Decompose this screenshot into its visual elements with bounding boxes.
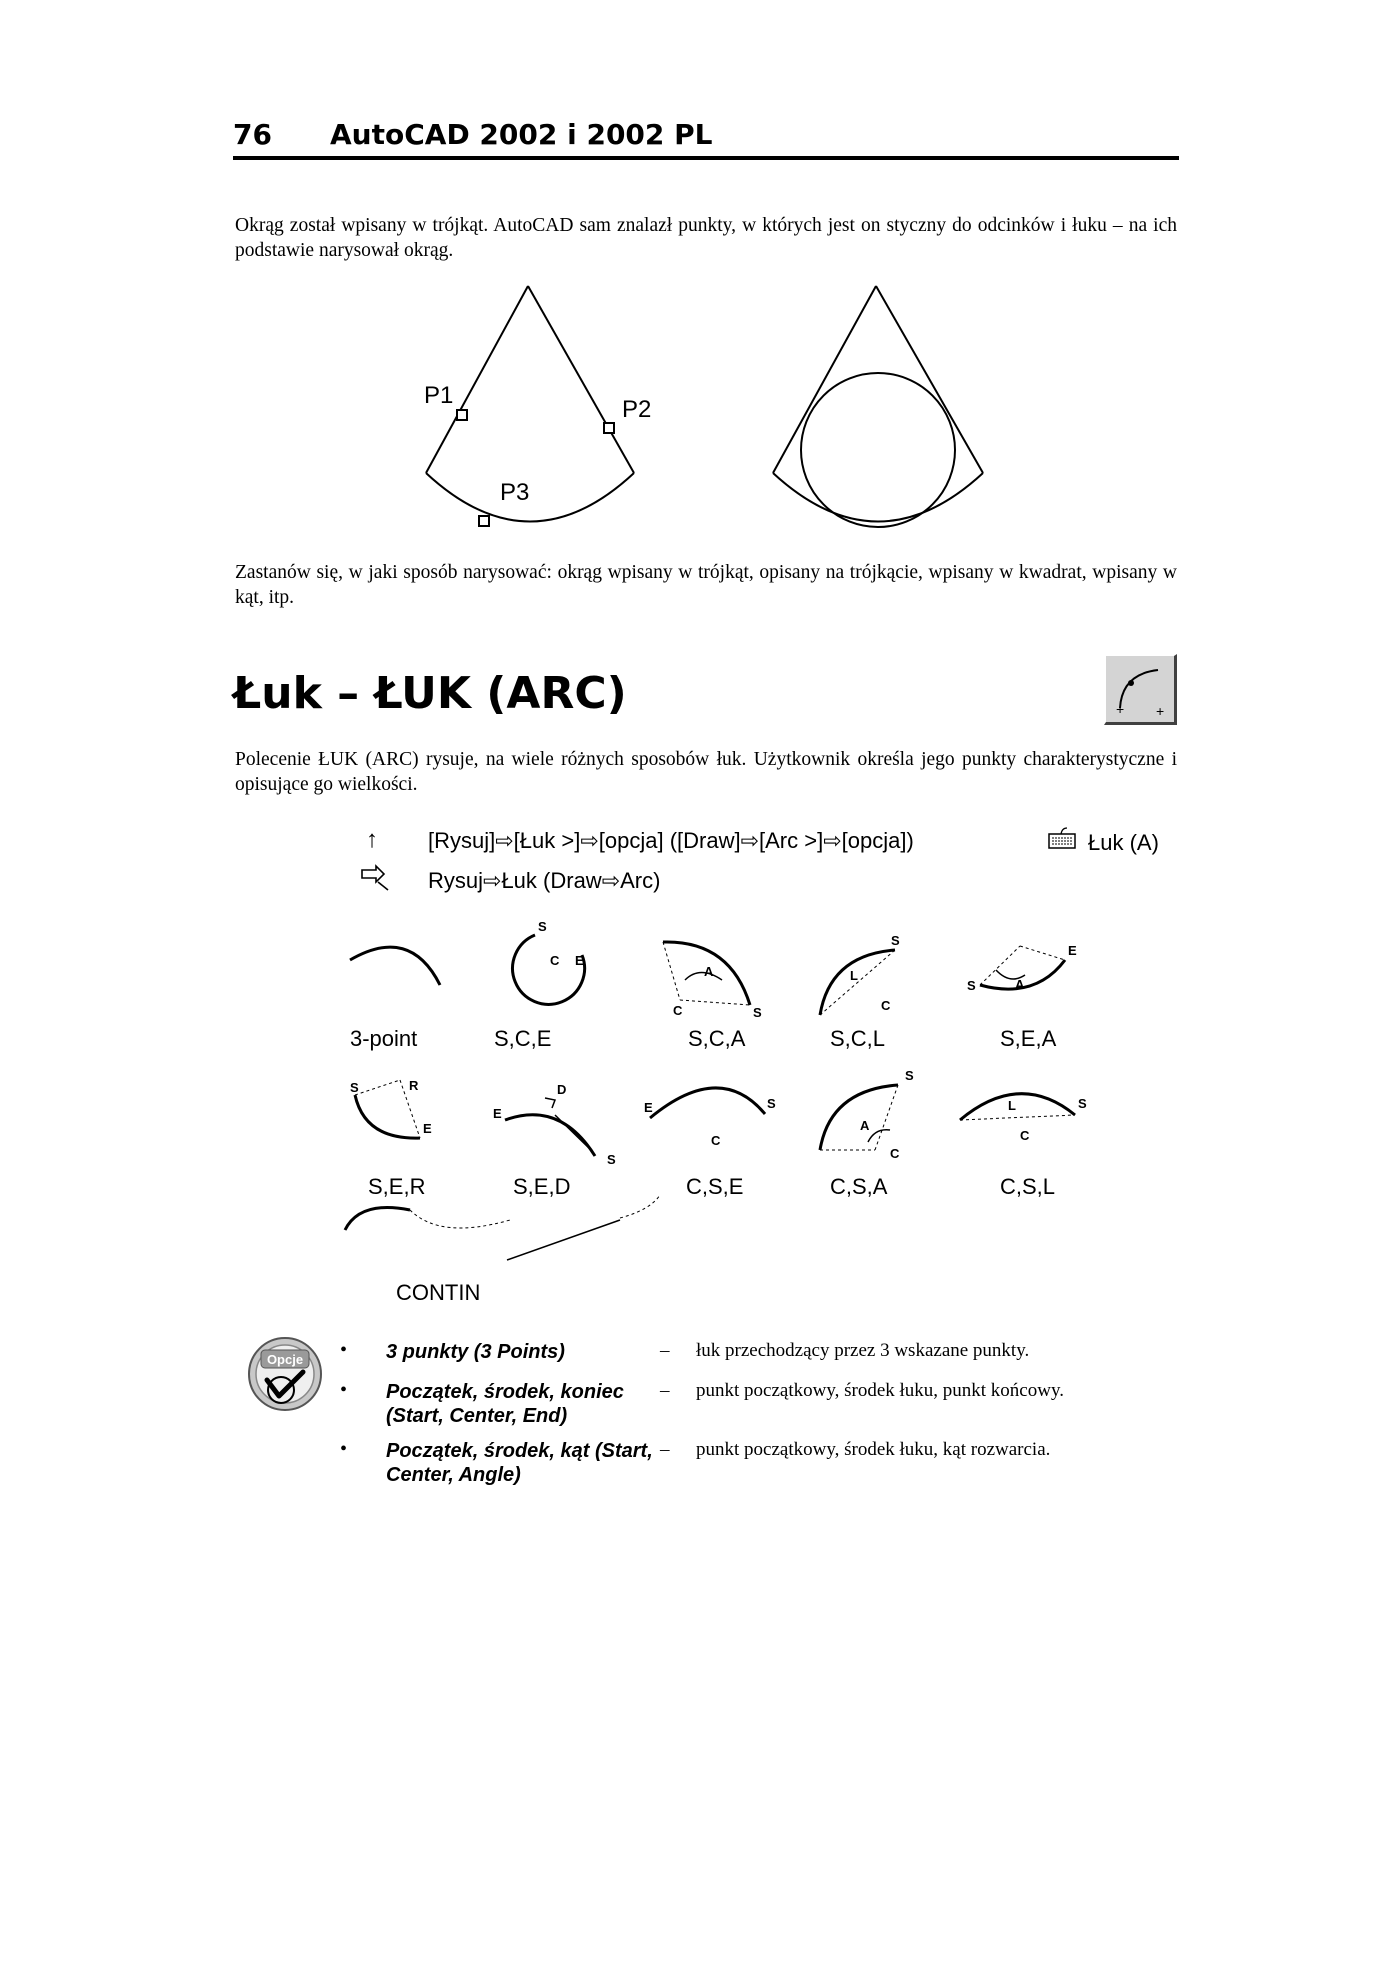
svg-text:S: S xyxy=(905,1068,914,1083)
svg-text:Opcje: Opcje xyxy=(266,1352,304,1367)
point-p3-marker xyxy=(479,516,489,526)
svg-text:+: + xyxy=(1116,701,1125,717)
option-desc-start-center-angle: punkt początkowy, środek łuku, kąt rozwarcia. xyxy=(696,1439,1051,1460)
option-name-3points: 3 punkty (3 Points) xyxy=(386,1341,565,1363)
caption-sed: S,E,D xyxy=(513,1174,571,1199)
page-number: 76 xyxy=(233,118,272,151)
contin-dotted-path xyxy=(410,1210,510,1228)
sector-p1-p2-p3 xyxy=(426,286,634,522)
caption-csl: C,S,L xyxy=(1000,1174,1056,1199)
svg-text:L: L xyxy=(1008,1098,1016,1113)
options-badge-icon xyxy=(243,1334,327,1414)
svg-text:C: C xyxy=(890,1146,900,1161)
caption-3point: 3-point xyxy=(350,1026,418,1051)
option-dash: – xyxy=(660,1380,670,1401)
caption-sce: S,C,E xyxy=(494,1026,552,1051)
svg-text:A: A xyxy=(1015,977,1025,992)
point-p2-marker xyxy=(604,423,614,433)
caption-csa: C,S,A xyxy=(830,1174,888,1199)
label-p2: P2 xyxy=(622,396,652,423)
option-name-start-center-angle: Początek, środek, kąt (Start, Center, Angle) xyxy=(386,1440,653,1486)
arc-toolbar-icon xyxy=(1104,654,1177,725)
arc-csa xyxy=(820,1085,898,1150)
label-p1: P1 xyxy=(424,382,454,409)
svg-text:E: E xyxy=(644,1100,653,1115)
caption-ser: S,E,R xyxy=(368,1174,426,1199)
svg-text:S: S xyxy=(538,919,547,934)
svg-text:S: S xyxy=(891,933,900,948)
running-header-title: AutoCAD 2002 i 2002 PL xyxy=(330,118,713,151)
option-dash: – xyxy=(660,1439,670,1460)
sector-with-circle xyxy=(773,286,983,527)
svg-text:S: S xyxy=(967,978,976,993)
svg-text:E: E xyxy=(423,1121,432,1136)
svg-text:C: C xyxy=(1020,1128,1030,1143)
svg-text:C: C xyxy=(711,1133,721,1148)
arc-cse xyxy=(650,1088,765,1118)
svg-text:S: S xyxy=(1078,1096,1087,1111)
svg-text:L: L xyxy=(850,968,858,983)
option-name-start-center-end: Początek, środek, koniec (Start, Center, End) xyxy=(386,1381,624,1427)
section-intro: Polecenie ŁUK (ARC) rysuje, na wiele różnych sposobów łuk. Użytkownik określa jego punkty charakterystyczne i opisujące go wielkości. xyxy=(235,749,1177,795)
caption-sea: S,E,A xyxy=(1000,1026,1057,1051)
svg-text:+: + xyxy=(1156,703,1165,719)
caption-sca: S,C,A xyxy=(688,1026,746,1051)
arc-sed xyxy=(505,1115,595,1156)
svg-text:C: C xyxy=(673,1003,683,1018)
svg-text:D: D xyxy=(557,1082,567,1097)
option-bullet: • xyxy=(340,1339,348,1361)
menu-path: [Rysuj]⇨[Łuk >]⇨[opcja] ([Draw]⇨[Arc >]⇨[opcja]) xyxy=(428,828,914,853)
caption-contin: CONTIN xyxy=(396,1280,481,1305)
keyboard-shortcut: Łuk (A) xyxy=(1088,830,1159,855)
svg-text:E: E xyxy=(493,1106,502,1121)
paragraph-inscribed-circle: Okrąg został wpisany w trójkąt. AutoCAD sam znalazł punkty, w których jest on styczny do odcinków i łuku – na ich podstawie narysował okrąg. xyxy=(235,215,1177,261)
contin-dotted-tail xyxy=(620,1195,660,1218)
caption-cse: C,S,E xyxy=(686,1174,744,1199)
svg-text:A: A xyxy=(704,964,714,979)
option-bullet: • xyxy=(340,1379,348,1401)
section-title: Łuk – ŁUK (ARC) xyxy=(233,668,627,719)
paragraph-exercise: Zastanów się, w jaki sposób narysować: okrąg wpisany w trójkąt, opisany na trójkącie, wpisany w kwadrat, wpisany w kąt, itp. xyxy=(235,562,1177,608)
point-p1-marker xyxy=(457,410,467,420)
header-rule xyxy=(233,156,1179,160)
option-bullet: • xyxy=(340,1438,348,1460)
svg-text:E: E xyxy=(575,953,584,968)
svg-text:S: S xyxy=(753,1005,762,1020)
arc-variants-diagram xyxy=(330,910,1130,1310)
svg-text:S: S xyxy=(767,1096,776,1111)
svg-text:A: A xyxy=(860,1118,870,1133)
svg-text:R: R xyxy=(409,1078,419,1093)
toolbar-path: Rysuj⇨Łuk (Draw⇨Arc) xyxy=(428,868,661,893)
up-arrow-icon: ↑ xyxy=(366,826,378,853)
svg-text:S: S xyxy=(350,1080,359,1095)
option-desc-start-center-end: punkt początkowy, środek łuku, punkt końcowy. xyxy=(696,1380,1064,1401)
inscribed-circle xyxy=(801,373,955,527)
arc-contin xyxy=(345,1208,410,1231)
option-desc-3points: łuk przechodzący przez 3 wskazane punkty. xyxy=(696,1340,1030,1361)
svg-text:C: C xyxy=(550,953,560,968)
caption-scl: S,C,L xyxy=(830,1026,886,1051)
svg-text:E: E xyxy=(1068,943,1077,958)
keyboard-icon xyxy=(1047,826,1077,852)
arc-ser xyxy=(355,1095,420,1138)
arc-3point xyxy=(350,947,440,985)
inscribed-circle-figure xyxy=(400,280,1020,540)
svg-text:C: C xyxy=(881,998,891,1013)
arc-sce xyxy=(513,935,585,1004)
svg-text:S: S xyxy=(607,1152,616,1167)
toolbar-arrow-icon xyxy=(358,864,394,892)
label-p3: P3 xyxy=(500,479,530,506)
option-dash: – xyxy=(660,1340,670,1361)
